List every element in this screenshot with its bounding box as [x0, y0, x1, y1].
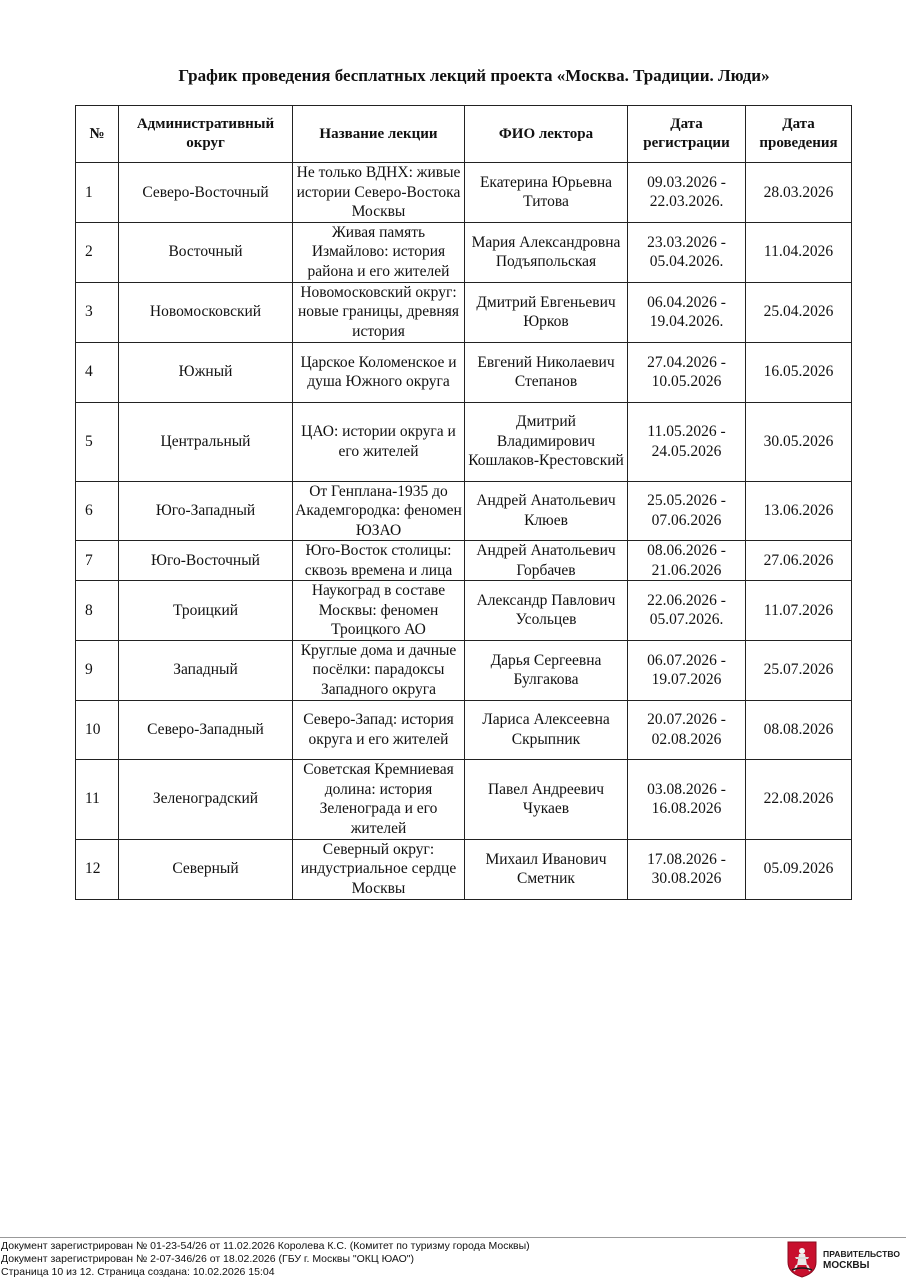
registration-dates-cell: 22.06.2026 - 05.07.2026.	[628, 581, 746, 641]
lecture-date-cell: 30.05.2026	[746, 402, 852, 481]
lecture-date-cell: 08.08.2026	[746, 700, 852, 759]
lecture-title-cell: Новомосковский округ: новые границы, древняя история	[293, 282, 465, 342]
registration-line-2: Документ зарегистрирован № 2-07-346/26 от 18.02.2026 (ГБУ г. Москвы "ОКЦ ЮАО")	[1, 1253, 415, 1265]
district-cell: Северо-Западный	[119, 700, 293, 759]
lecturer-cell: Мария Александровна Подъяпольская	[465, 222, 628, 282]
registration-dates-cell: 20.07.2026 - 02.08.2026	[628, 700, 746, 759]
table-row	[76, 481, 852, 541]
district-cell: Центральный	[119, 402, 293, 481]
registration-dates-cell: 11.05.2026 - 24.05.2026	[628, 402, 746, 481]
table-row	[76, 640, 852, 700]
lecture-title-cell: Северо-Запад: история округа и его жителей	[293, 700, 465, 759]
district-cell: Северный	[119, 839, 293, 899]
lecture-date-cell: 27.06.2026	[746, 541, 852, 581]
table-row	[76, 541, 852, 581]
lecture-date-cell: 22.08.2026	[746, 759, 852, 839]
registration-dates-cell: 03.08.2026 - 16.08.2026	[628, 759, 746, 839]
header-district: Административный округ	[119, 106, 293, 163]
lecturer-cell: Павел Андреевич Чукаев	[465, 759, 628, 839]
district-cell: Троицкий	[119, 581, 293, 641]
row-number: 9	[76, 640, 119, 700]
registration-stamp	[1, 1240, 530, 1279]
table-row	[76, 839, 852, 899]
row-number: 6	[76, 481, 119, 541]
logo-line-2: МОСКВЫ	[823, 1260, 870, 1271]
table-row	[76, 759, 852, 839]
lecturer-cell: Лариса Алексеевна Скрыпник	[465, 700, 628, 759]
header-lecture-title: Название лекции	[293, 106, 465, 163]
row-number: 8	[76, 581, 119, 641]
lecture-date-cell: 25.04.2026	[746, 282, 852, 342]
header-number: №	[76, 106, 119, 163]
registration-line-1: Документ зарегистрирован № 01-23-54/26 от 11.02.2026 Королева К.С. (Комитет по туризму города Москвы)	[1, 1240, 530, 1252]
header-lecturer: ФИО лектора	[465, 106, 628, 163]
moscow-government-logo	[786, 1240, 906, 1278]
lecture-title-cell: Живая память Измайлово: история района и его жителей	[293, 222, 465, 282]
table-row	[76, 342, 852, 402]
lecturer-cell: Андрей Анатольевич Горбачев	[465, 541, 628, 581]
table-header-row	[76, 106, 852, 163]
lecture-title-cell: От Генплана-1935 до Академгородка: феномен ЮЗАО	[293, 481, 465, 541]
lecture-title-cell: Наукоград в составе Москвы: феномен Троицкого АО	[293, 581, 465, 641]
lecture-date-cell: 13.06.2026	[746, 481, 852, 541]
registration-dates-cell: 09.03.2026 - 22.03.2026.	[628, 163, 746, 223]
lecture-schedule-table	[75, 105, 852, 900]
lecturer-cell: Дмитрий Евгеньевич Юрков	[465, 282, 628, 342]
row-number: 5	[76, 402, 119, 481]
lecture-date-cell: 16.05.2026	[746, 342, 852, 402]
row-number: 7	[76, 541, 119, 581]
logo-text	[823, 1248, 900, 1272]
lecture-title-cell: Круглые дома и дачные посёлки: парадоксы Западного округа	[293, 640, 465, 700]
table-row	[76, 282, 852, 342]
registration-dates-cell: 23.03.2026 - 05.04.2026.	[628, 222, 746, 282]
district-cell: Южный	[119, 342, 293, 402]
row-number: 12	[76, 839, 119, 899]
district-cell: Зеленоградский	[119, 759, 293, 839]
row-number: 4	[76, 342, 119, 402]
lecture-date-cell: 11.04.2026	[746, 222, 852, 282]
registration-dates-cell: 08.06.2026 - 21.06.2026	[628, 541, 746, 581]
lecture-title-cell: Не только ВДНХ: живые истории Северо-Востока Москвы	[293, 163, 465, 223]
page-title: График проведения бесплатных лекций проекта «Москва. Традиции. Люди»	[178, 66, 770, 85]
table-row	[76, 700, 852, 759]
moscow-coat-of-arms-icon	[786, 1240, 818, 1278]
district-cell: Восточный	[119, 222, 293, 282]
lecture-title-cell: Советская Кремниевая долина: история Зеленограда и его жителей	[293, 759, 465, 839]
district-cell: Новомосковский	[119, 282, 293, 342]
district-cell: Западный	[119, 640, 293, 700]
table-row	[76, 402, 852, 481]
lecture-title-cell: ЦАО: истории округа и его жителей	[293, 402, 465, 481]
district-cell: Юго-Западный	[119, 481, 293, 541]
table-row	[76, 222, 852, 282]
row-number: 1	[76, 163, 119, 223]
registration-dates-cell: 06.04.2026 - 19.04.2026.	[628, 282, 746, 342]
header-lecture-date: Дата проведения	[746, 106, 852, 163]
registration-dates-cell: 17.08.2026 - 30.08.2026	[628, 839, 746, 899]
lecturer-cell: Михаил Иванович Сметник	[465, 839, 628, 899]
registration-dates-cell: 06.07.2026 - 19.07.2026	[628, 640, 746, 700]
logo-line-1: ПРАВИТЕЛЬСТВО	[823, 1249, 901, 1259]
lecturer-cell: Андрей Анатольевич Клюев	[465, 481, 628, 541]
district-cell: Северо-Восточный	[119, 163, 293, 223]
lecturer-cell: Александр Павлович Усольцев	[465, 581, 628, 641]
registration-dates-cell: 27.04.2026 - 10.05.2026	[628, 342, 746, 402]
lecture-title-cell: Юго-Восток столицы: сквозь времена и лица	[293, 541, 465, 581]
lecturer-cell: Дмитрий Владимирович Кошлаков-Крестовский	[465, 402, 628, 481]
lecture-date-cell: 25.07.2026	[746, 640, 852, 700]
lecturer-cell: Дарья Сергеевна Булгакова	[465, 640, 628, 700]
lecture-title-cell: Царское Коломенское и душа Южного округа	[293, 342, 465, 402]
lecturer-cell: Екатерина Юрьевна Титова	[465, 163, 628, 223]
table-row	[76, 163, 852, 223]
row-number: 3	[76, 282, 119, 342]
row-number: 11	[76, 759, 119, 839]
page-info-line: Страница 10 из 12. Страница создана: 10.02.2026 15:04	[1, 1266, 275, 1278]
registration-dates-cell: 25.05.2026 - 07.06.2026	[628, 481, 746, 541]
row-number: 2	[76, 222, 119, 282]
lecturer-cell: Евгений Николаевич Степанов	[465, 342, 628, 402]
district-cell: Юго-Восточный	[119, 541, 293, 581]
table-row	[76, 581, 852, 641]
lecture-date-cell: 11.07.2026	[746, 581, 852, 641]
header-registration-dates: Дата регистрации	[628, 106, 746, 163]
lecture-date-cell: 05.09.2026	[746, 839, 852, 899]
lecture-title-cell: Северный округ: индустриальное сердце Москвы	[293, 839, 465, 899]
lecture-date-cell: 28.03.2026	[746, 163, 852, 223]
row-number: 10	[76, 700, 119, 759]
